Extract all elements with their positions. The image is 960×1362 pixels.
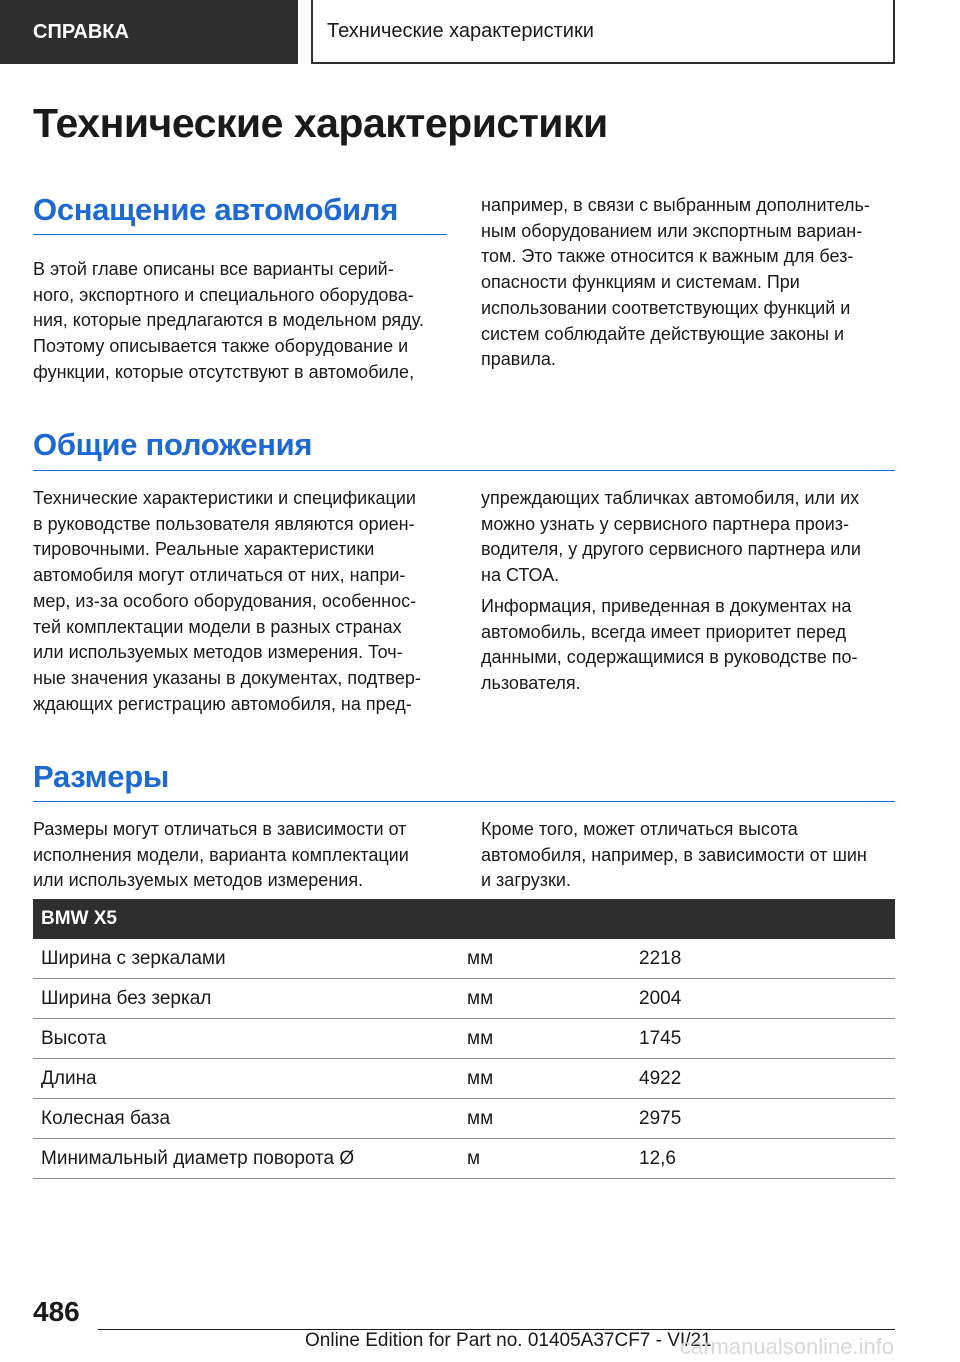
page-title: Технические характеристики [33, 100, 608, 146]
row-unit: мм [463, 979, 639, 1019]
page-number: 486 [33, 1296, 80, 1327]
table-header-model: BMW X5 [33, 899, 895, 939]
watermark: carmanualsonline.info [680, 1334, 895, 1359]
header-chapter-label: Технические характеристики [327, 19, 594, 42]
header-section-label: СПРАВКА [33, 20, 129, 43]
section-rule-equipment [33, 234, 447, 235]
row-value: 4922 [639, 1059, 895, 1099]
equipment-col2-text: например, в связи с выбранным дополнитель- ным оборудованием или экспортным вариан- том. Это также относится к важным для без- опасности функциям и системам. При использовании соответствующих функций и систем соблюдайте действующие законы и правила. [481, 195, 870, 370]
section-rule-general [33, 470, 895, 471]
row-value: 1745 [639, 1019, 895, 1059]
table-row [33, 1139, 895, 1179]
row-value: 2004 [639, 979, 895, 1019]
dimensions-col2-text: Кроме того, может отличаться высота автомобиля, например, в зависимости от шин и загрузки. [481, 819, 867, 891]
row-unit: мм [463, 1099, 639, 1139]
row-value: 2975 [639, 1099, 895, 1139]
row-label: Колесная база [33, 1099, 463, 1139]
row-value: 2218 [639, 939, 895, 979]
row-unit: мм [463, 1019, 639, 1059]
dimensions-table [33, 899, 895, 1179]
row-unit: мм [463, 939, 639, 979]
table-row [33, 939, 895, 979]
table-row [33, 979, 895, 1019]
row-label: Ширина с зеркалами [33, 939, 463, 979]
table-row [33, 1019, 895, 1059]
row-unit: мм [463, 1059, 639, 1099]
footer-edition: Online Edition for Part no. 01405A37CF7 - VI/21 [305, 1330, 712, 1351]
row-label: Минимальный диаметр поворота Ø [33, 1139, 463, 1179]
section-title-general: Общие положения [33, 427, 313, 462]
dimensions-col1-text: Размеры могут отличаться в зависимости от исполнения модели, варианта комплектации или используемых методов измерения. [33, 819, 409, 891]
table-row [33, 1059, 895, 1099]
general-col1-text: Технические характеристики и спецификации в руководстве пользователя являются ориен- тировочными. Реальные характеристики автомобиля могут отличаться от них, напри- мер, из-за особого оборудования, особеннос- тей комплектации модели в разных странах или используемых методов измерения. Точ- ные значения указаны в документах, подтвер- ждающих регистрацию автомобиля, на пред- [33, 488, 421, 714]
table-header-row [33, 899, 895, 939]
row-label: Ширина без зеркал [33, 979, 463, 1019]
section-title-dimensions: Размеры [33, 759, 170, 794]
equipment-col1-text: В этой главе описаны все варианты серий- ного, экспортного и специального оборудова- ния, которые предлагаются в модельном ряду. Поэтому описывается также оборудование и функции, которые отсутствуют в автомобиле, [33, 259, 424, 382]
row-label: Высота [33, 1019, 463, 1059]
general-col2-para1: упреждающих табличках автомобиля, или их можно узнать у сервисного партнера произ- водителя, у другого сервисного партнера или на СТОА. [481, 488, 861, 586]
row-label: Длина [33, 1059, 463, 1099]
section-rule-dimensions [33, 801, 895, 802]
section-title-equipment: Оснащение автомобиля [33, 192, 398, 227]
general-col2-para2: Информация, приведенная в документах на автомобиль, всегда имеет приоритет перед данными, содержащимися в руководстве по- льзователя. [481, 596, 858, 694]
table-row [33, 1099, 895, 1139]
header-chapter-box [311, 0, 895, 64]
row-unit: м [463, 1139, 639, 1179]
header-section-tab [0, 0, 298, 64]
row-value: 12,6 [639, 1139, 895, 1179]
